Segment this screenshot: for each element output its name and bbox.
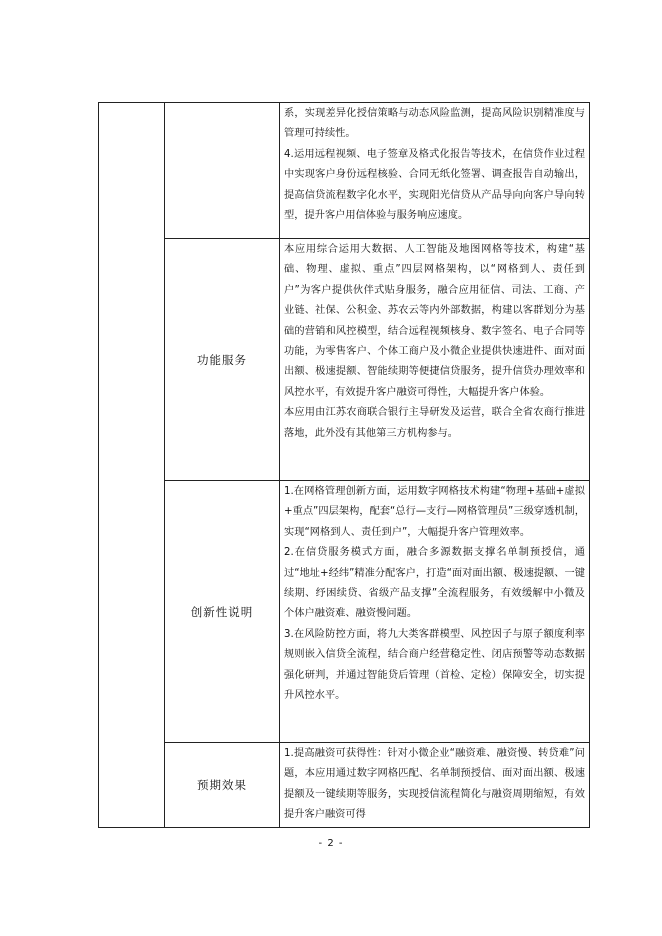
row-content — [280, 481, 590, 743]
row-content — [280, 743, 590, 828]
table-row-continuation — [99, 103, 590, 239]
content-paragraph: 4.运用远程视频、电子签章及格式化报告等技术，在信贷作业过程中实现客户身份远程核验、合同无纸化签署、调查报告自动输出，提高信贷流程数字化水平，实现阳光信贷从产品导向向客户导向转型，提升客户用信体验与服务响应速度。 — [284, 148, 585, 222]
merged-first-column — [99, 103, 165, 828]
content-paragraph: 本应用由江苏农商联合银行主导研发及运营，联合全省农商行推进落地，此外没有其他第三方机构参与。 — [284, 407, 585, 439]
content-paragraph: 3.在风险防控方面，将九大类客群模型、风控因子与原子额度利率规则嵌入信贷全流程，结合商户经营稳定性、闭店预警等动态数据强化研判，并通过智能贷后管理（首检、定检）保障安全，切实提升风控水平。 — [284, 628, 585, 702]
table-row-innovation — [99, 481, 590, 743]
table-row-function-service — [99, 239, 590, 481]
row-content — [280, 239, 590, 481]
content-table — [98, 102, 590, 828]
row-label-expected-effect: 预期效果 — [165, 743, 280, 828]
row-content — [280, 103, 590, 239]
content-paragraph: 本应用综合运用大数据、人工智能及地图网格等技术，构建“基础、物理、虚拟、重点”四层网格架构，以“网格到人、责任到户”为客户提供伙伴式贴身服务，融合应用征信、司法、工商、产业链、社保、公积金、苏农云等内外部数据，构建以客群划分为基础的营销和风控模型，结合远程视频核身、数字签名、电子合同等功能，为零售客户、个体工商户及小微企业提供快速进件、面对面出额、极速提额、智能续期等便捷信贷服务，提升信贷办理效率和风控水平，有效提升客户融资可得性，大幅提升客户体验。 — [284, 244, 585, 398]
row-label-function-service: 功能服务 — [165, 239, 280, 481]
table-row-expected-effect — [99, 743, 590, 828]
content-paragraph: 系，实现差异化授信策略与动态风险监测，提高风险识别精准度与管理可持续性。 — [284, 108, 585, 140]
content-paragraph: 1.提高融资可获得性：针对小微企业“融资难、融资慢、转贷难”问题，本应用通过数字网格匹配、名单制预授信、面对面出额、极速提额及一键续期等服务，实现授信流程简化与融资周期缩短，有效提升客户融资可得 — [284, 748, 585, 821]
content-paragraph: 2.在信贷服务模式方面，融合多源数据支撑名单制预授信，通过“地址+经纬”精准分配客户，打造“面对面出额、极速提额、一键续期、纾困续贷、省级产品支撑”全流程服务，有效缓解中小微及个体户融资难、融资慢问题。 — [284, 547, 585, 620]
page-number: - 2 - — [318, 838, 344, 849]
content-paragraph: 1.在网格管理创新方面，运用数字网格技术构建“物理+基础+虚拟+重点”四层架构，配套“总行—支行—网格管理员”三级穿透机制，实现“网格到人、责任到户”，大幅提升客户管理效率。 — [284, 486, 585, 538]
row-label — [165, 103, 280, 239]
row-label-innovation: 创新性说明 — [165, 481, 280, 743]
